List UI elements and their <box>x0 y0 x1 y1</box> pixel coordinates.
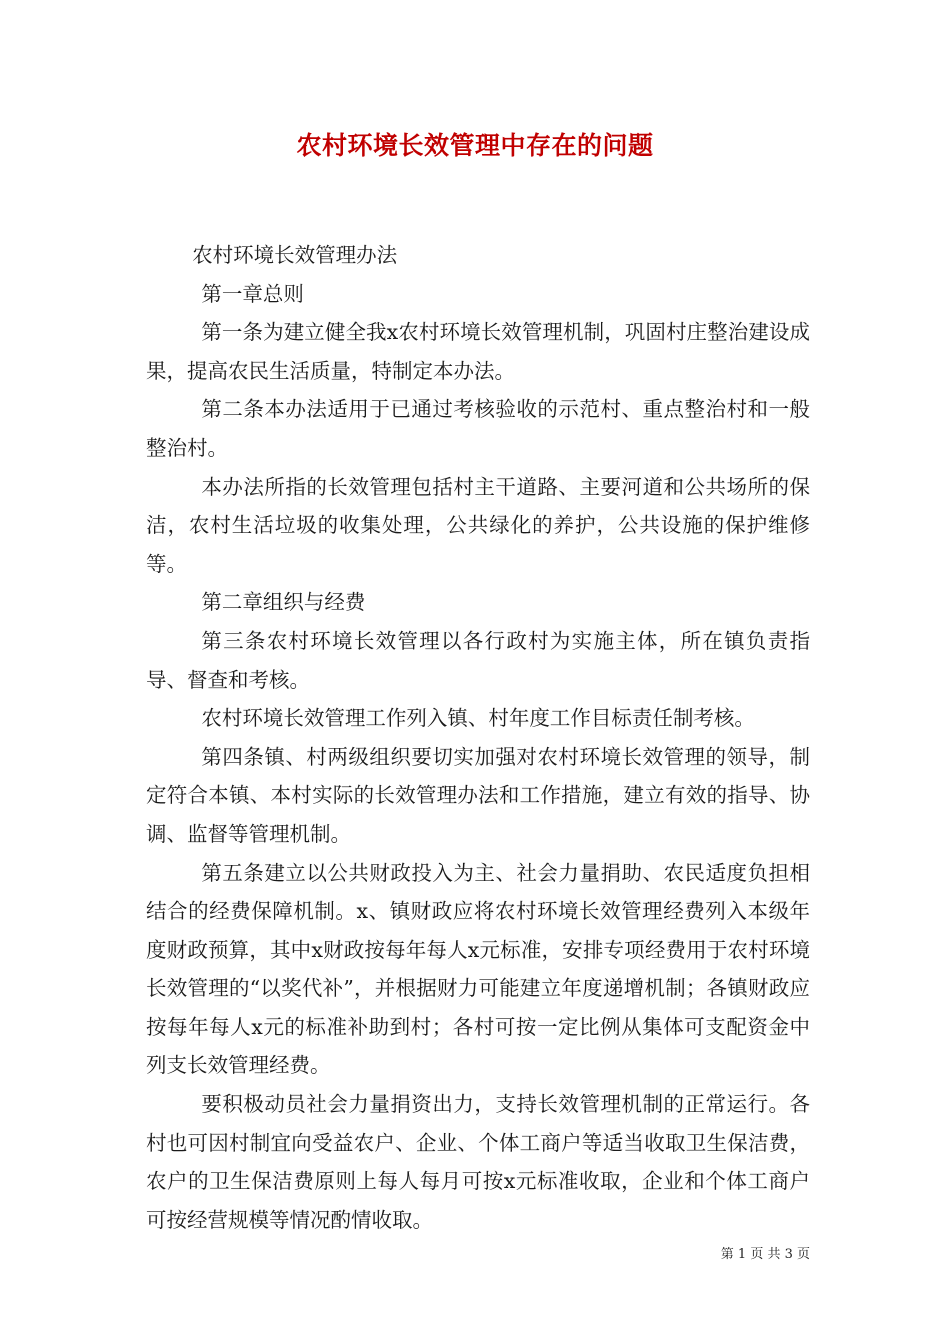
paragraph: 第一条为建立健全我x农村环境长效管理机制，巩固村庄整治建设成果，提高农民生活质量，特制定本办法。 <box>146 320 810 383</box>
paragraph: 第三条农村环境长效管理以各行政村为实施主体，所在镇负责指导、督查和考核。 <box>146 628 810 692</box>
document-body <box>146 236 810 1239</box>
page-number: 第 1 页 共 3 页 <box>720 1247 810 1262</box>
paragraph: 本办法所指的长效管理包括村主干道路、主要河道和公共场所的保洁，农村生活垃圾的收集处理，公共绿化的养护，公共设施的保护维修等。 <box>146 474 810 576</box>
paragraph: 第二条本办法适用于已通过考核验收的示范村、重点整治村和一般整治村。 <box>146 397 810 460</box>
paragraph-chapter-2: 第二章组织与经费 <box>201 590 366 615</box>
document-title: 农村环境长效管理中存在的问题 <box>296 131 654 160</box>
paragraph: 农村环境长效管理工作列入镇、村年度工作目标责任制考核。 <box>201 706 755 731</box>
paragraph: 第四条镇、村两级组织要切实加强对农村环境长效管理的领导，制定符合本镇、本村实际的长效管理办法和工作措施，建立有效的指导、协调、监督等管理机制。 <box>146 744 810 846</box>
paragraph: 第五条建立以公共财政投入为主、社会力量捐助、农民适度负担相结合的经费保障机制。x、镇财政应将农村环境长效管理经费列入本级年度财政预算，其中x财政按每年每人x元标准，安排专项经费用于农村环境长效管理的“以奖代补”，并根据财力可能建立年度递增机制；各镇财政应按每年每人x元的标准补助到村；各村可按一定比例从集体可支配资金中列支长效管理经费。 <box>146 860 810 1078</box>
paragraph-subtitle: 农村环境长效管理办法 <box>192 243 398 267</box>
paragraph-chapter-1: 第一章总则 <box>201 281 304 306</box>
paragraph: 要积极动员社会力量捐资出力，支持长效管理机制的正常运行。各村也可因村制宜向受益农户、企业、个体工商户等适当收取卫生保洁费，农户的卫生保洁费原则上每人每月可按x元标准收取，企业和个体工商户可按经营规模等情况酌情收取。 <box>146 1092 810 1232</box>
